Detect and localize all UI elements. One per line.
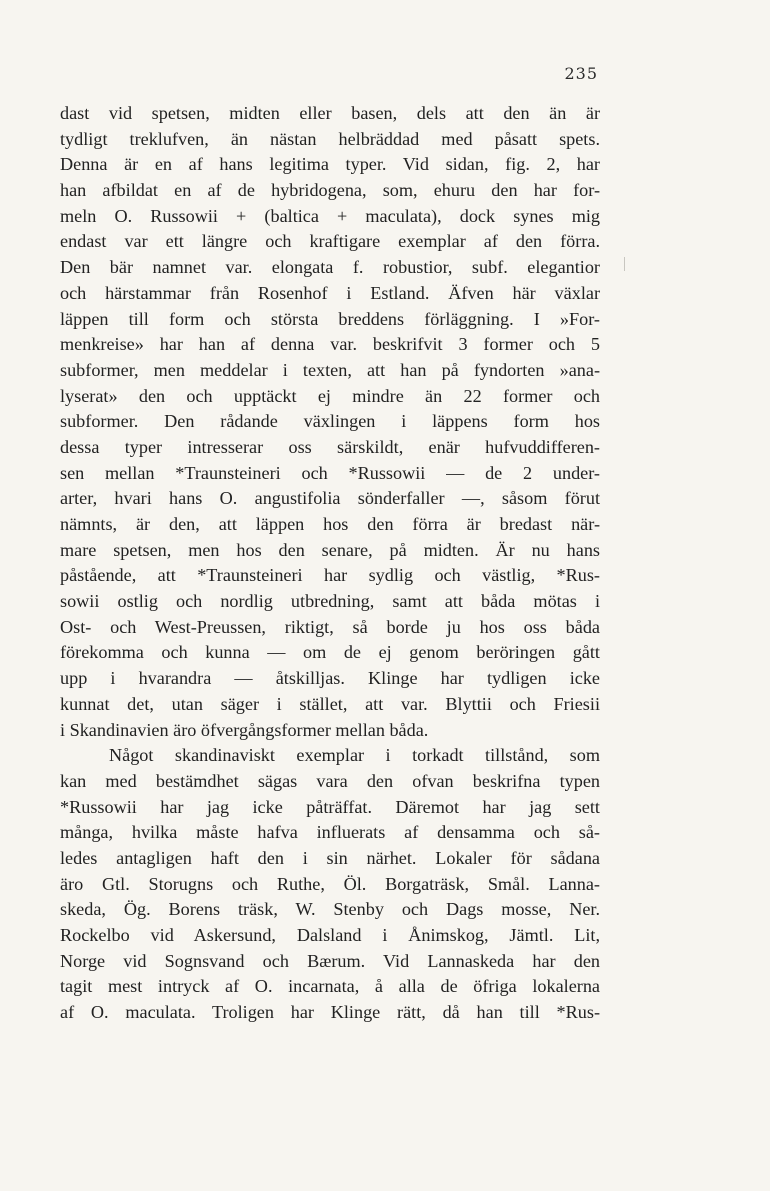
text-line: meln O. Russowii + (baltica + maculata), dock synes mig [60,205,600,226]
text-line: Norge vid Sognsvand och Bærum. Vid Lannaskeda har den [60,950,600,971]
paragraph-start-line: Något skandinaviskt exemplar i torkadt tillstånd, som [109,745,600,766]
text-line: dessa typer intresserar oss särskildt, enär hufvuddifferen- [60,436,600,457]
text-line: dast vid spetsen, midten eller basen, dels att den än är [60,103,600,123]
text-line: kan med bestämdhet sägas vara den ofvan beskrifna typen [60,770,600,791]
text-line: tagit mest intryck af O. incarnata, å alla de öfriga lokalerna [60,976,600,997]
text-line: sowii ostlig och nordlig utbredning, samt att båda mötas i [60,591,600,612]
text-line: *Russowii har jag icke påträffat. Däremot har jag sett [60,796,600,817]
text-line: arter, hvari hans O. angustifolia sönderfaller —, såsom förut [60,488,600,509]
page-number: 235 [564,64,598,83]
text-line: af O. maculata. Troligen har Klinge rätt, då han till *Rus- [60,1002,600,1023]
text-line: kunnat det, utan säger i stället, att var. Blyttii och Friesii [60,693,600,714]
text-line: endast var ett längre och kraftigare exemplar af den förra. [60,231,600,252]
text-line: förekomma och kunna — om de ej genom beröringen gått [60,642,600,663]
text-line: subformer, men meddelar i texten, att han på fyndorten »ana- [60,359,600,380]
text-line: menkreise» har han af denna var. beskrifvit 3 former och 5 [60,334,600,355]
text-line: äro Gtl. Storugns och Ruthe, Öl. Borgaträsk, Smål. Lanna- [60,873,600,894]
text-line: subformer. Den rådande växlingen i läppens form hos [60,411,600,432]
text-line: skeda, Ög. Borens träsk, W. Stenby och Dags mosse, Ner. [60,899,600,920]
text-line: påstående, att *Traunsteineri har sydlig och västlig, *Rus- [60,565,600,586]
text-line: han afbildat en af de hybridogena, som, ehuru den har for- [60,180,600,201]
text-line: lyserat» den och upptäckt ej mindre än 22 former och [60,385,600,406]
text-line: Rockelbo vid Askersund, Dalsland i Ånimskog, Jämtl. Lit, [60,925,600,945]
text-line: nämnts, är den, att läppen hos den förra är bredast när- [60,514,600,534]
text-line: och härstammar från Rosenhof i Estland. Äfven här växlar [60,282,600,303]
text-line: i Skandinavien äro öfvergångsformer mellan båda. [60,719,429,740]
text-line: Den bär namnet var. elongata f. robustior, subf. elegantior [60,257,600,278]
text-line: Denna är en af hans legitima typer. Vid sidan, fig. 2, har [60,154,600,175]
text-line: tydligt treklufven, än nästan helbräddad med påsatt spets. [60,128,600,149]
text-line: ledes antagligen haft den i sin närhet. Lokaler för sådana [60,847,600,868]
text-line: många, hvilka måste hafva influerats af densamma och så- [60,822,600,843]
text-line: mare spetsen, men hos den senare, på midten. Är nu hans [60,539,600,560]
text-line: Ost- och West-Preussen, riktigt, så borde ju hos oss båda [60,616,600,637]
text-line: sen mellan *Traunsteineri och *Russowii — de 2 under- [60,462,600,483]
body-text [60,101,600,1026]
text-line: läppen till form och största breddens förläggning. I »For- [60,308,600,329]
margin-mark [624,257,625,271]
text-line: upp i hvarandra — åtskilljas. Klinge har tydligen icke [60,668,600,689]
